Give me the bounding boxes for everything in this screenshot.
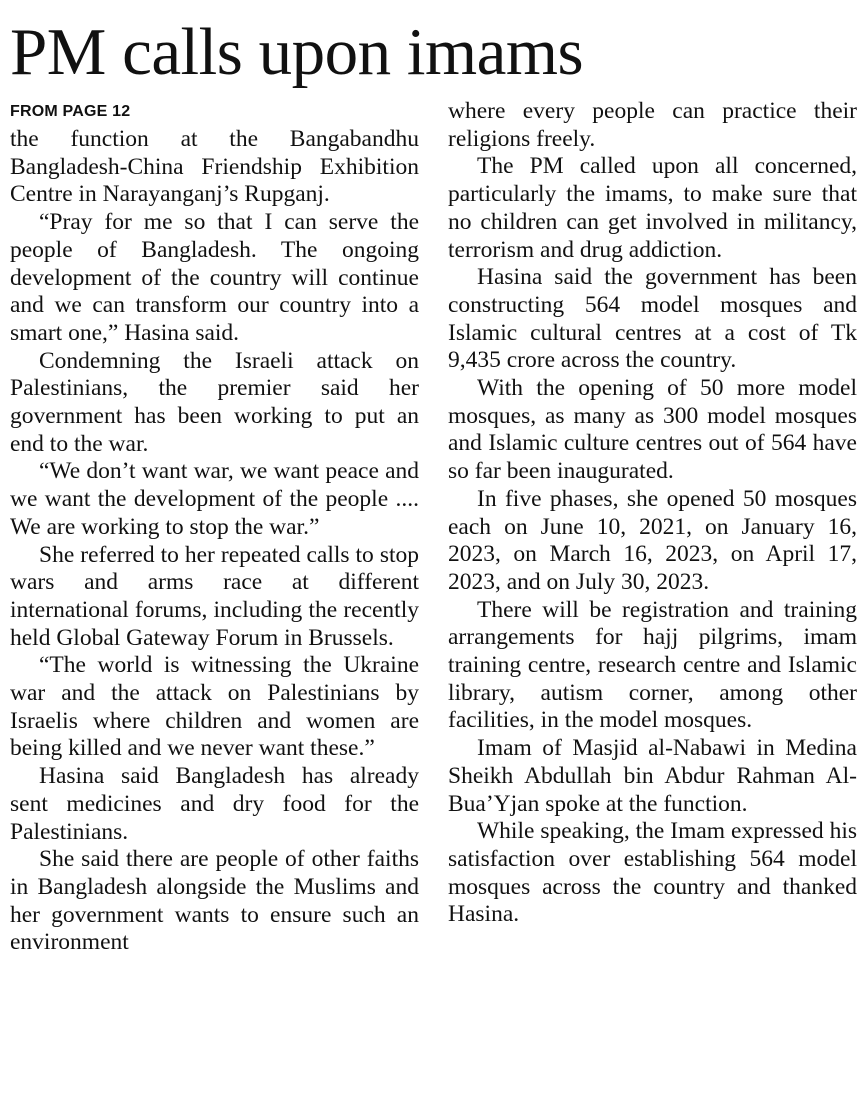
article-column-right: [448, 98, 857, 929]
paragraph: While speaking, the Imam expressed his satisfaction over establishing 564 model mosques across the country and thanked Hasina.: [448, 818, 857, 928]
paragraph: The PM called upon all concerned, particularly the imams, to make sure that no children can get involved in militancy, terrorism and drug addiction.: [448, 153, 857, 263]
paragraph: where every people can practice their religions freely.: [448, 98, 857, 152]
paragraph: She referred to her repeated calls to stop wars and arms race at different international forums, including the recently held Global Gateway Forum in Brussels.: [10, 541, 419, 651]
article-column-left: [10, 98, 419, 957]
paragraph: the function at the Bangabandhu Bangladesh-China Friendship Exhibition Centre in Narayanganj’s Rupganj.: [10, 126, 419, 208]
paragraph: There will be registration and training arrangements for hajj pilgrims, imam training centre, research centre and Islamic library, autism corner, among other facilities, in the model mosques.: [448, 596, 857, 734]
paragraph: Imam of Masjid al-Nabawi in Medina Sheikh Abdullah bin Abdur Rahman Al-Bua’Yjan spoke at the function.: [448, 735, 857, 817]
paragraph: “Pray for me so that I can serve the people of Bangladesh. The ongoing development of the country will continue and we can transform our country into a smart one,” Hasina said.: [10, 209, 419, 346]
paragraph: With the opening of 50 more model mosques, as many as 300 model mosques and Islamic culture centres out of 564 have so far been inaugurated.: [448, 375, 857, 485]
paragraph: Hasina said the government has been constructing 564 model mosques and Islamic cultural centres at a cost of Tk 9,435 crore across the country.: [448, 264, 857, 374]
paragraph: “We don’t want war, we want peace and we want the development of the people .... We are working to stop the war.”: [10, 458, 419, 540]
paragraph: Hasina said Bangladesh has already sent medicines and dry food for the Palestinians.: [10, 763, 419, 845]
paragraph: She said there are people of other faiths in Bangladesh alongside the Muslims and her government wants to ensure such an environment: [10, 846, 419, 956]
headline: PM calls upon imams: [10, 15, 584, 89]
jump-line: FROM PAGE 12: [10, 103, 131, 120]
paragraph: In five phases, she opened 50 mosques each on June 10, 2021, on January 16, 2023, on March 16, 2023, on April 17, 2023, and on July 30, 2023.: [448, 485, 857, 595]
paragraph: “The world is witnessing the Ukraine war and the attack on Palestinians by Israelis where children and women are being killed and we never want these.”: [10, 652, 419, 762]
paragraph: Condemning the Israeli attack on Palestinians, the premier said her government has been working to put an end to the war.: [10, 347, 419, 457]
